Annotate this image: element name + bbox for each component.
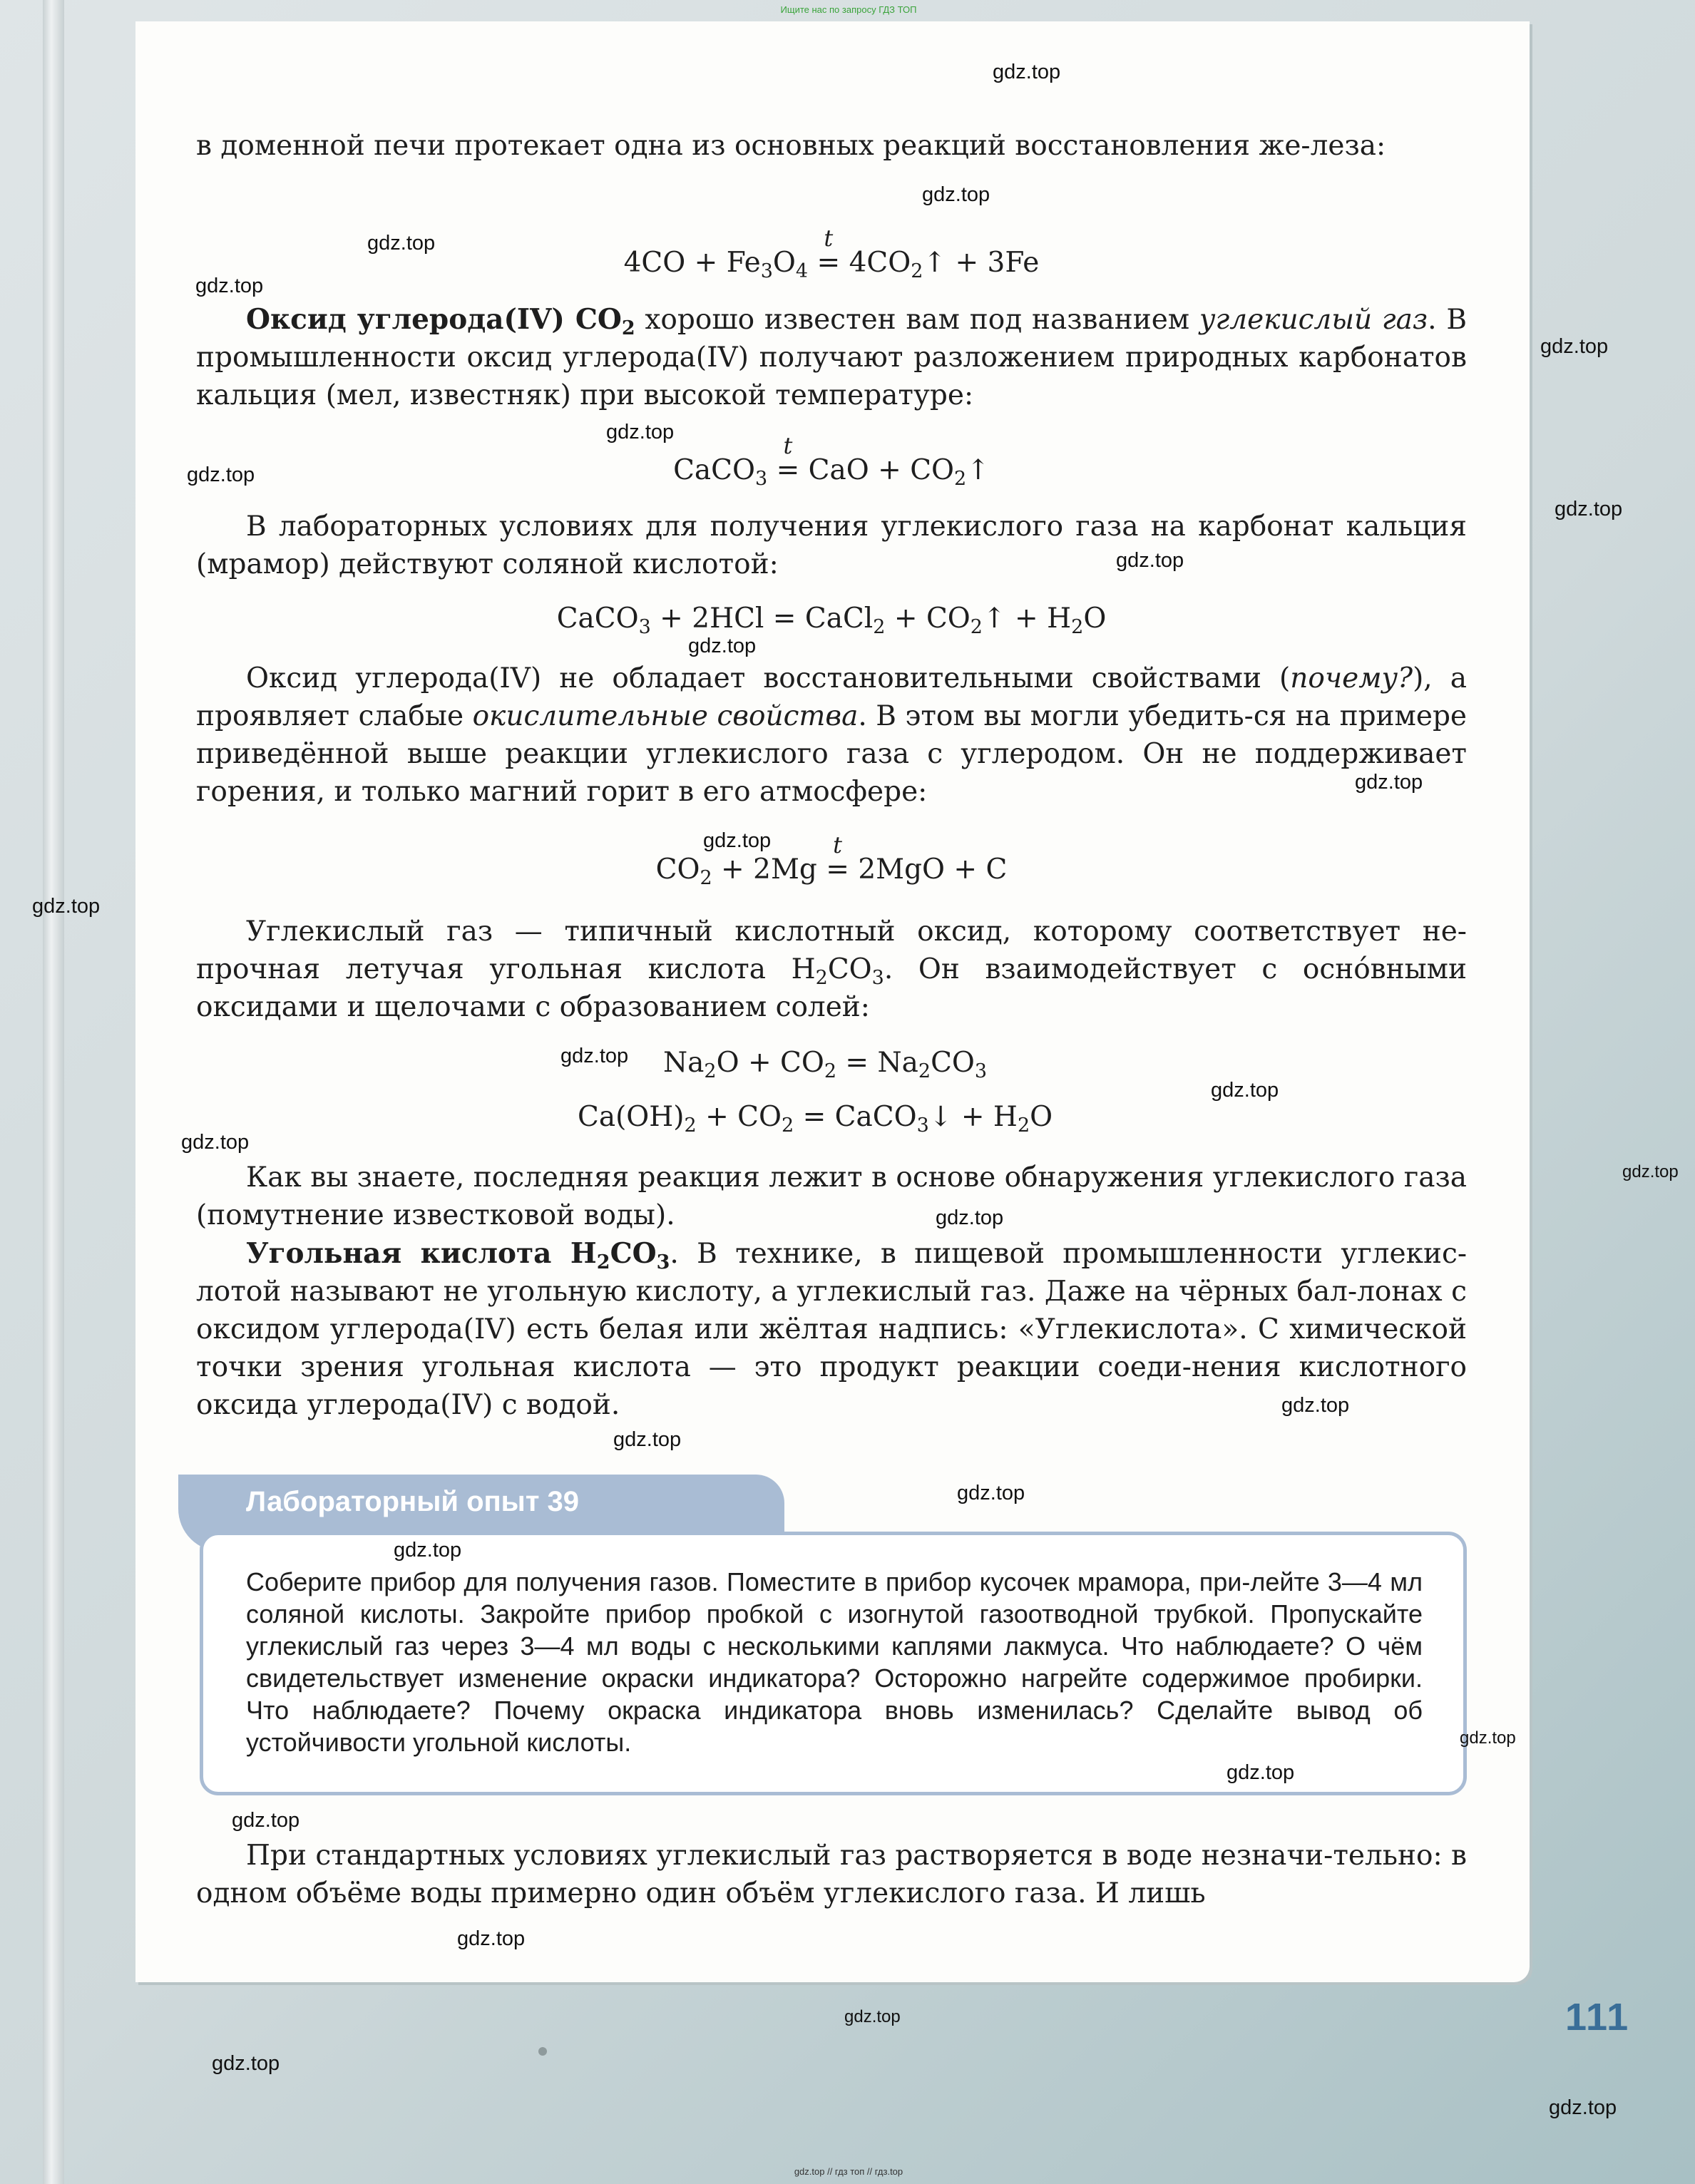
watermark: gdz.top [367,232,436,255]
watermark: gdz.top [560,1045,629,1067]
condition-t: t [783,432,793,459]
page-number: 111 [1565,1996,1630,2039]
footer-link[interactable]: gdz.top // гдз топ // гдз.top [794,2166,903,2177]
watermark: gdz.top [457,1927,526,1950]
watermark: gdz.top [1116,549,1184,572]
watermark: gdz.top [613,1428,682,1451]
equation-3: CaCO$_3$ + 2HCl = CaCl$_2$ + $CO_2↑ + H_2O$ [556,603,1107,638]
watermark: gdz.top [1549,2096,1617,2119]
watermark: gdz.top [1540,335,1609,358]
term-h2co3-bold: Угольная кислота $H_2CO_3$ [246,1237,670,1273]
watermark: gdz.top [922,183,990,206]
header-search-link[interactable]: Ищите нас по запросу ГДЗ ТОП [780,4,917,15]
lab-instructions: Соберите прибор для получения газов. Поместите в прибор кусочек мрамора, при-лейте 3—4 мл соляной кислоты. Закройте прибор пробкой с изогнутой газоотводной трубкой. Пропускайте углекислый газ через 3—4 мл воды с несколькими каплями лакмуса. Что наблюдаете? О чём свидетельствует изменение окраски индикатора? Осторожно нагрейте содержимое пробирки. Что наблюдаете? Почему окраска индикатора вновь изменилась? Сделайте вывод об устойчивости угольной кислоты. [246,1567,1423,1757]
paragraph-5: Углекислый газ — типичный кислотный оксид, которому соответствует не-прочная летучая угольная кислота $H_2CO_3$. Он взаимодействует с оснóвными оксидами и щелочами с образованием солей: [196,916,1468,1023]
watermark: gdz.top [195,275,264,297]
paragraph-1 [196,127,1467,165]
watermark: gdz.top [394,1539,462,1562]
watermark: gdz.top [703,829,772,852]
paragraph-8: При стандартных условиях углекислый газ растворяется в воде незначи-тельно: в одном объёме воды примерно один объём углекислого газа. И лишь [196,1840,1467,1909]
condition-t: t [824,225,834,252]
paragraph-1-text: в доменной печи протекает одна из основных реакций восстановления же-леза: [196,130,1386,162]
watermark: gdz.top [844,2007,901,2026]
watermark: gdz.top [993,61,1061,83]
watermark: gdz.top [32,895,101,918]
paragraph-2: Оксид углерода(IV) $CO_2$ хорошо известен вам под названием углекислый газ. В промышленности оксид углерода(IV) получают разложением природных карбонатов кальция (мел, известняк) при высокой температуре: [196,303,1467,411]
equation-2: CaCO$_3$ = t CaO + $CO_2↑$ [196,451,1467,489]
equation-5: $Na_2O + CO_2 = Na_2CO_3$ [663,1047,988,1082]
paragraph-3: В лабораторных условиях для получения углекислого газа на карбонат кальция (мрамор) действуют соляной кислотой: [196,511,1467,580]
watermark: gdz.top [1555,498,1623,521]
watermark: gdz.top [187,463,255,486]
paragraph-6: Как вы знаете, последняя реакция лежит в основе обнаружения углекислого газа (помутнение известковой воды). [196,1162,1467,1231]
watermark: gdz.top [232,1809,300,1832]
equation-4: $CO_2 + 2Mg$ = t 2MgO + C [196,851,1467,888]
watermark: gdz.top [936,1206,1004,1229]
watermark: gdz.top [606,421,675,444]
term-co2-italic: углекислый газ [1199,304,1428,336]
watermark: gdz.top [1211,1079,1279,1102]
watermark: gdz.top [957,1482,1025,1504]
equation-1: $4CO + Fe_3O_4$ = t $4CO_2↑ + 3Fe$ [196,244,1467,282]
watermark: gdz.top [1622,1162,1679,1181]
watermark: gdz.top [1281,1394,1350,1417]
watermark: gdz.top [181,1131,250,1154]
equation-6: $Ca(OH)_2 + CO_2$ = CaCO$_3$↓ + $H_2O$ [578,1101,1053,1137]
watermark: gdz.top [1355,771,1423,794]
paragraph-4: Оксид углерода(IV) не обладает восстановительными свойствами (почему?), а проявляет слабые окислительные свойства. В этом вы могли убедить-ся на примере приведённой выше реакции углекислого газа с углеродом. Он не поддерживает горения, и только магний горит в его атмосфере: [196,662,1468,808]
watermark: gdz.top [1460,1728,1516,1748]
lab-title: Лабораторный опыт 39 [246,1486,580,1517]
book-spine [43,0,64,2184]
watermark: gdz.top [688,635,757,657]
condition-t: t [833,831,843,858]
paragraph-7: Угольная кислота $H_2CO_3$. В технике, в пищевой промышленности углекис-лотой называют не угольную кислоту, а углекислый газ. Даже на чёрных бал-лонах с оксидом углерода(IV) есть белая или жёлтая надпись: «Углекислота». С химической точки зрения угольная кислота — это продукт реакции соеди-нения кислотного оксида углерода(IV) с водой. [196,1237,1467,1421]
decorative-dot [538,2047,547,2056]
watermark: gdz.top [212,2052,280,2075]
watermark: gdz.top [1227,1761,1295,1784]
term-co2-bold: Оксид углерода(IV) $CO_2$ [246,303,635,339]
